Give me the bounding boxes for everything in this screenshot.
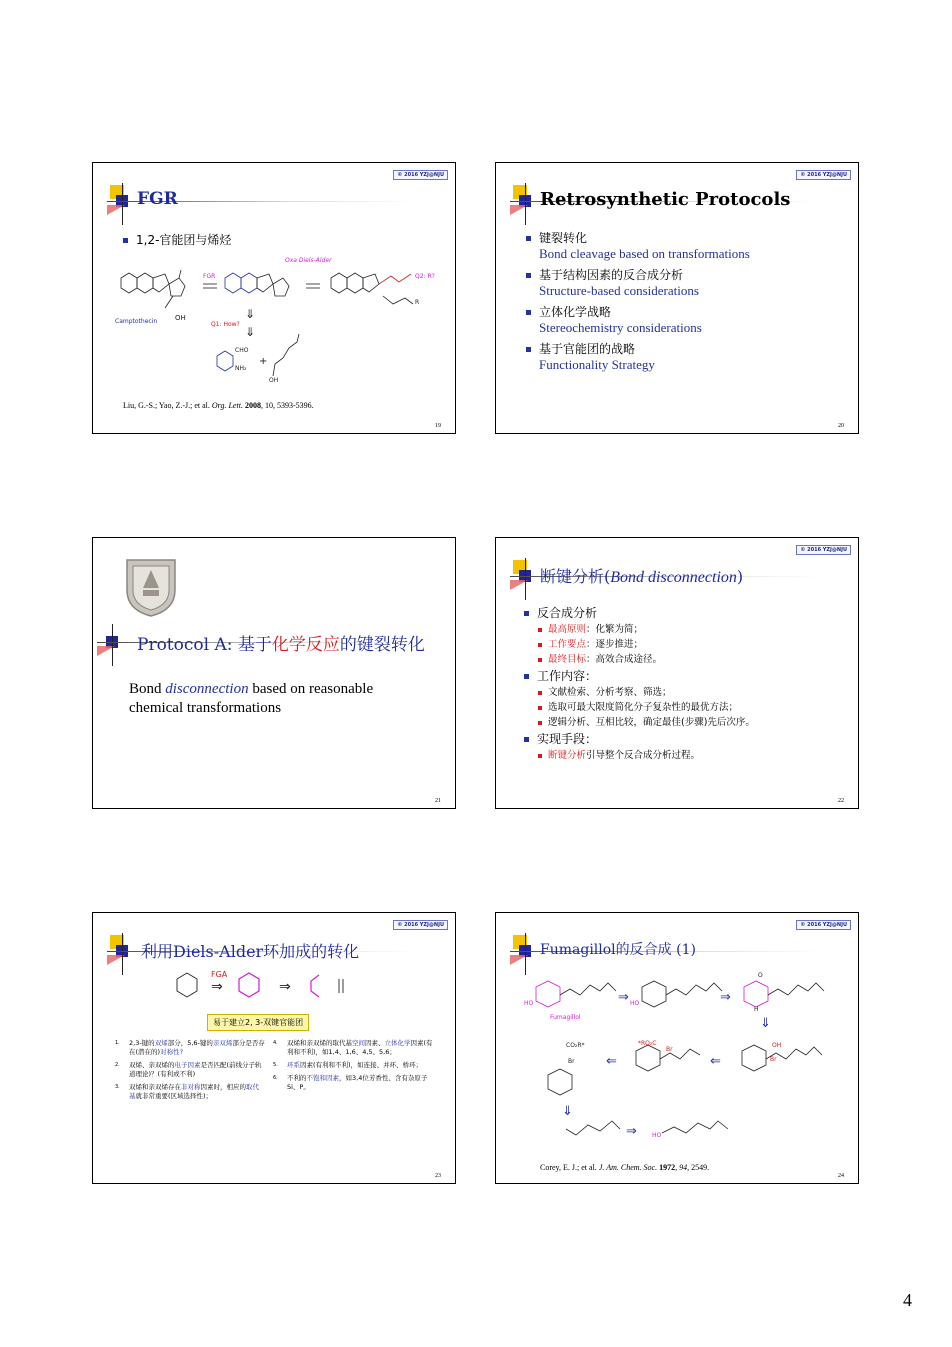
factor-text: 双烯、亲双烯的电子因素是否匹配(前线分子轨道理论)？(有利或不利): [129, 1061, 262, 1078]
down-arrow: ⇓: [562, 1104, 573, 1119]
br-label: Br: [568, 1058, 575, 1065]
sub-item: 断键分析引导整个反合成分析过程。: [538, 748, 755, 763]
slide-logo: [107, 183, 139, 227]
retro-arrow: ⇒: [279, 979, 291, 995]
section-heading: 反合成分析: [524, 604, 755, 622]
retro-arrow: ⇒: [618, 990, 629, 1005]
camptothecin-label: Camptothecin: [115, 318, 158, 325]
retro-arrow: ⇒: [211, 979, 223, 995]
copyright-badge: © 2016 YZJ@NJU: [796, 920, 851, 930]
sub-item: 文献检索、分析考察、筛选；: [538, 685, 755, 700]
copyright-badge: © 2016 YZJ@NJU: [796, 170, 851, 180]
oh-label-2: OH: [269, 377, 279, 384]
factor-item: [273, 1039, 438, 1057]
retro-arrow: ⇒: [626, 1124, 637, 1139]
br-label: Br: [770, 1056, 777, 1063]
citation: Corey, E. J.; et al. J. Am. Chem. Soc. 1972, 94, 2549.: [540, 1163, 710, 1172]
co2r-label: CO₂R*: [566, 1042, 585, 1049]
oh-label: OH: [772, 1042, 782, 1049]
copyright-badge: © 2016 YZJ@NJU: [393, 170, 448, 180]
slide-title: FGR: [137, 189, 178, 209]
factor-item: [115, 1083, 265, 1101]
slide-number: 22: [838, 798, 844, 804]
precursor-structure: [331, 273, 413, 304]
slide-number: 20: [838, 423, 844, 429]
sub-item: 逻辑分析、互相比较，确定最佳(步骤)先后次序。: [538, 715, 755, 730]
fgr-label: FGR: [203, 273, 216, 280]
factor-number: 5.: [273, 1062, 278, 1068]
retro-arrow: ⇐: [710, 1054, 721, 1069]
slide-number: 23: [435, 1173, 441, 1179]
ho-label: HO: [524, 1000, 534, 1007]
diene: [311, 975, 319, 997]
bond-disconnection-list: [524, 604, 755, 763]
factor-number: 4.: [273, 1040, 278, 1046]
aminobenzaldehyde: [217, 351, 233, 371]
slide-number: 24: [838, 1173, 844, 1179]
slide-title: Fumagillol的反合成 (1): [540, 942, 696, 958]
oxa-label: Oxa Diels-Alder: [285, 257, 332, 264]
q2-label: Q2: R?: [415, 273, 435, 280]
factor-item: [115, 1061, 265, 1079]
protocol-item: 基于结构因素的反合成分析 Structure-based considerations: [526, 266, 750, 299]
slide-22: [495, 537, 859, 809]
oh-label: OH: [175, 314, 186, 322]
ho-label: HO: [652, 1132, 662, 1139]
factor-item: [273, 1074, 438, 1092]
slide-title: 断键分析(Bond disconnection): [540, 567, 744, 586]
factor-list-right: [273, 1039, 438, 1096]
down-arrow: ⇓: [245, 325, 256, 339]
factor-text: 环系因素(有利和不利)，如连接、并环、桥环；: [287, 1061, 423, 1069]
ho-label: HO: [630, 1000, 640, 1007]
protocol-list: [526, 229, 750, 377]
camptothecin-structure: [121, 270, 185, 308]
plus-sign: +: [259, 356, 268, 367]
cho-label: CHO: [235, 347, 249, 354]
slide-logo: [510, 183, 542, 227]
factor-text: 2,3-键的双烯部分，5,6-键的亲双烯部分是否存在(潜在的)对称性?: [129, 1039, 265, 1056]
diels-alder-scheme: [93, 965, 456, 1015]
r-label: R: [415, 299, 420, 306]
factor-number: 6.: [273, 1075, 278, 1081]
retro-arrow: ⇒: [720, 990, 731, 1005]
down-arrow: ⇓: [760, 1016, 771, 1031]
slide-title: Retrosynthetic Protocols: [540, 189, 791, 210]
slide-logo: [97, 624, 129, 668]
down-arrow: ⇓: [245, 307, 256, 321]
retro-arrow: ⇐: [606, 1054, 617, 1069]
university-seal: [123, 556, 179, 618]
factor-text: 双烯和亲双烯的取代基空间因素、立体化学因素(有利和不利)，如1,4、1,6、4,5、5,6；: [287, 1039, 433, 1056]
bullet-list: [123, 231, 231, 248]
camptothecin-scheme: [93, 248, 456, 418]
copyright-badge: © 2016 YZJ@NJU: [796, 545, 851, 555]
citation: Liu, G.-S.; Yao, Z.-J.; et al. Org. Lett. 2008, 10, 5393-5396.: [123, 401, 314, 410]
fumagillol-label: Fumagillol: [550, 1014, 581, 1021]
sub-item: 最终目标：高效合成途径。: [538, 652, 755, 667]
sub-item: 选取可最大限度简化分子复杂性的最优方法；: [538, 700, 755, 715]
protocol-item: 立体化学战略 Stereochemistry considerations: [526, 303, 750, 336]
protocol-item: 键裂转化 Bond cleavage based on transformations: [526, 229, 750, 262]
factor-list-left: [115, 1039, 265, 1105]
h-label: H: [754, 1006, 759, 1013]
slide-number: 21: [435, 798, 441, 804]
factor-number: 3.: [115, 1084, 120, 1090]
page-number: 4: [903, 1290, 912, 1310]
fga-label: FGA: [211, 970, 228, 979]
dienal: [273, 334, 299, 376]
slide-number: 19: [435, 423, 441, 429]
slide-title: 利用Diels-Alder环加成的转化: [141, 942, 360, 961]
o-label: O: [758, 972, 763, 979]
factor-number: 1.: [115, 1040, 120, 1046]
protocol-item: 基于官能团的战略 Functionality Strategy: [526, 340, 750, 373]
slide-20: [495, 162, 859, 434]
cyclohexene: [177, 973, 197, 997]
section-heading: 实现手段：: [524, 730, 755, 748]
slide-logo: [510, 558, 542, 602]
slide-19: [92, 162, 456, 434]
sub-item: 最高原则：化繁为简；: [538, 622, 755, 637]
factor-number: 2.: [115, 1062, 120, 1068]
section-heading: 工作内容：: [524, 667, 755, 685]
factor-text: 不利的不饱和因素，如3,4位芳香性、含有杂原子Si、P。: [287, 1074, 428, 1091]
br-label: Br: [666, 1046, 673, 1053]
factor-item: [115, 1039, 265, 1057]
intermediate-structure: [225, 273, 289, 296]
factor-item: [273, 1061, 438, 1070]
cyclohexene-highlight: [239, 973, 259, 997]
slide-21: [92, 537, 456, 809]
slide-24: [495, 912, 859, 1184]
slide-body: Bond disconnection based on reasonable chemical transformations: [129, 681, 374, 716]
copyright-badge: © 2016 YZJ@NJU: [393, 920, 448, 930]
q1-label: Q1: How?: [211, 321, 240, 328]
bullet-item: 1,2-官能团与烯烃: [123, 231, 231, 248]
sub-item: 工作要点：逐步推进；: [538, 637, 755, 652]
ro2c-label: *RO₂C: [638, 1040, 657, 1047]
factor-text: 双烯和亲双烯存在非对称因素时，相应的取代基就非常重要(区域选择性)；: [129, 1083, 259, 1100]
highlight-box: 易于建立2, 3-双键官能团: [207, 1014, 309, 1031]
slide-title: Protocol A: 基于化学反应的键裂转化: [137, 635, 425, 655]
nh2-label: NH₂: [235, 365, 247, 372]
fumagillol-scheme: [496, 965, 859, 1165]
slide-23: [92, 912, 456, 1184]
